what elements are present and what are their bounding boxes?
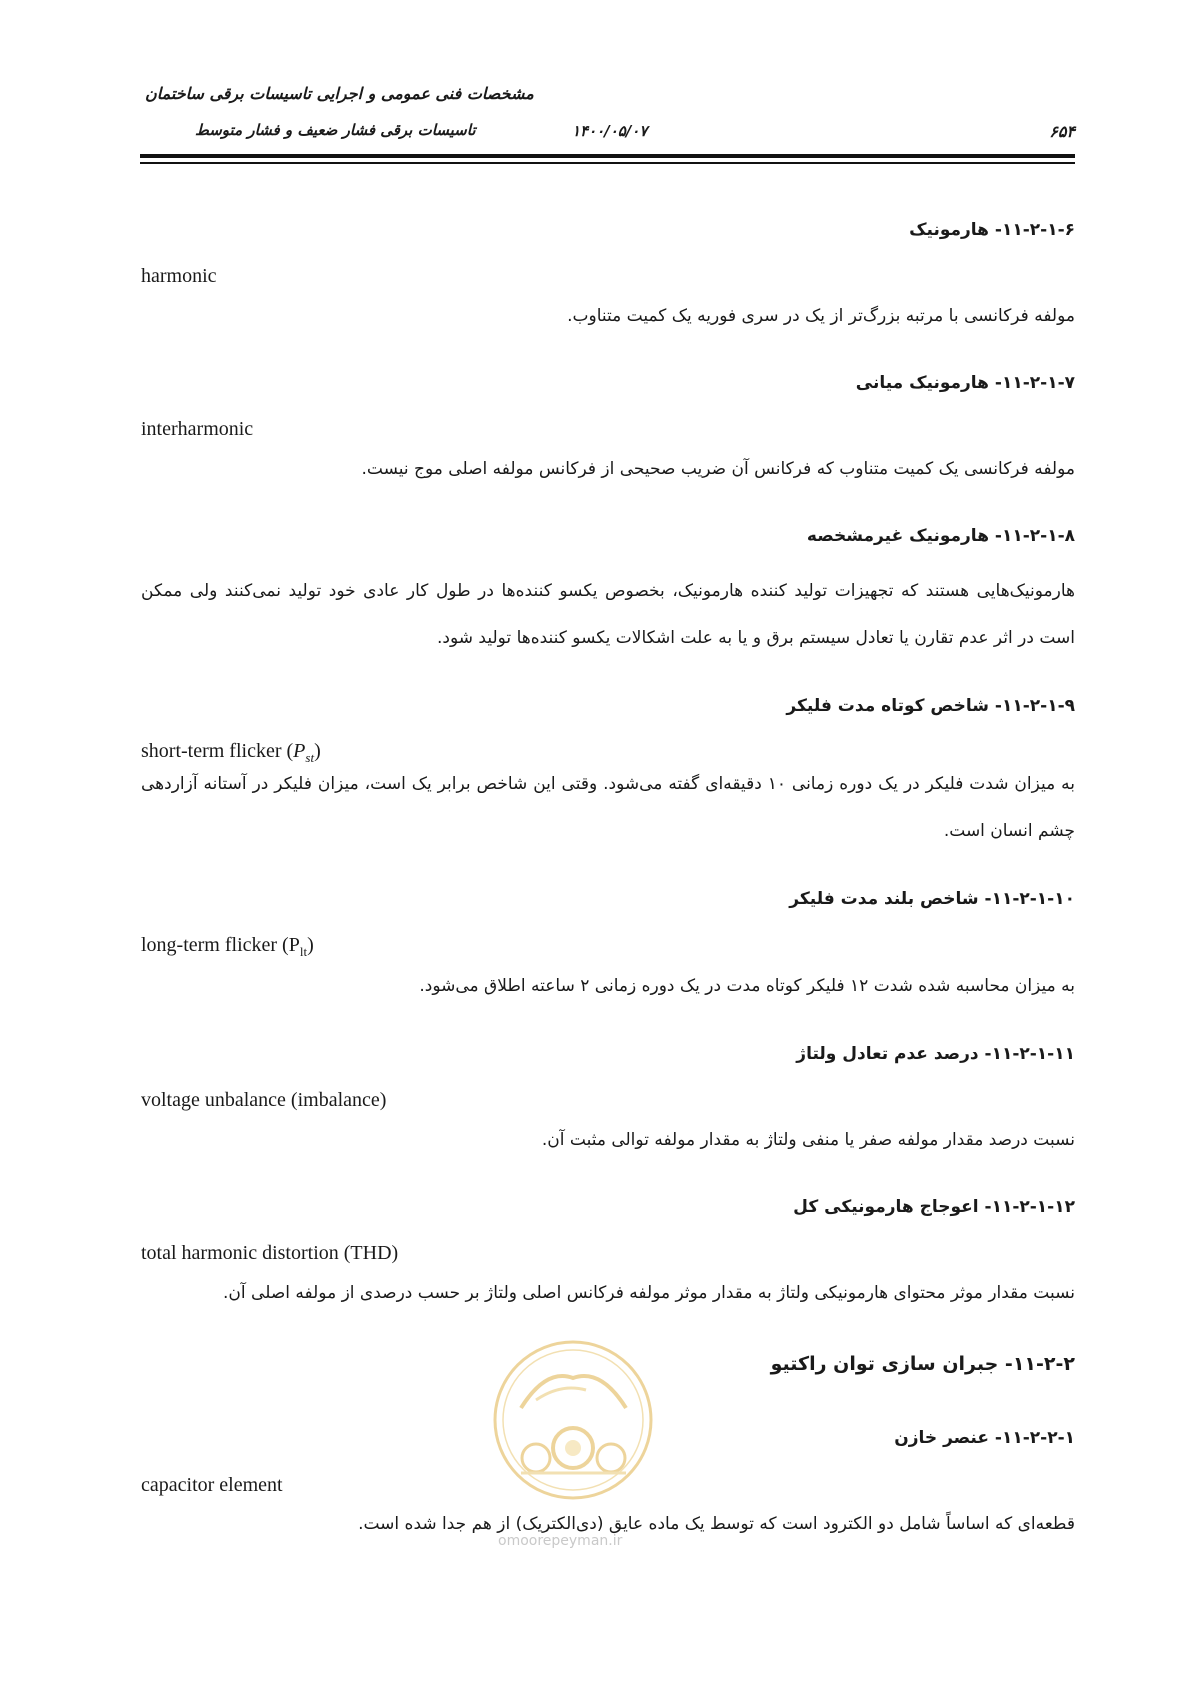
definition-long-term-flicker: به میزان محاسبه شده شدت ۱۲ فلیکر کوتاه مدت در یک دوره زمانی ۲ ساعته اطلاق می‌شود. [419,976,1075,996]
english-term-text: short-term flicker ( [141,740,294,762]
section-heading-capacitor-element: ۱۱-۲-۲-۱- عنصر خازن [894,1428,1075,1448]
symbol-subscript-st: st [305,750,315,765]
section-heading-noncharacteristic: ۱۱-۲-۱-۸- هارمونیک غیرمشخصه [806,526,1075,546]
english-term-close: ) [314,740,321,762]
definition-capacitor-element: قطعه‌ای که اساساً شامل دو الکترود است که توسط یک ماده عایق (دی‌الکتریک) از هم جدا شده است. [358,1514,1075,1534]
running-subtitle: تاسیسات برقی فشار ضعیف و فشار متوسط [195,121,476,139]
section-heading-harmonic: ۱۱-۲-۱-۶- هارمونیک [909,220,1075,240]
definition-noncharacteristic: هارمونیک‌هایی هستند که تجهیزات تولید کننده هارمونیک، بخصوص یکسو کننده‌ها در طول کار عادی خود تولید نمی‌کنند ولی ممکن است در اثر عدم تقارن یا تعادل سیستم برق و یا به علت اشکالات یکسو کننده‌ها تولید شود. [141,581,1075,648]
section-heading-reactive-compensation: ۱۱-۲-۲- جبران سازی توان راکتیو [770,1353,1075,1375]
english-term-close: ) [307,934,314,956]
section-heading-interharmonic: ۱۱-۲-۱-۷- هارمونیک میانی [855,373,1075,393]
watermark-logo [491,1338,656,1503]
english-term-harmonic: harmonic [141,265,217,287]
definition-voltage-unbalance: نسبت درصد مقدار مولفه صفر یا منفی ولتاژ به مقدار مولفه توالی مثبت آن. [541,1130,1075,1150]
section-heading-long-term-flicker: ۱۱-۲-۱-۱۰- شاخص بلند مدت فلیکر [789,889,1075,909]
definition-thd: نسبت مقدار موثر محتوای هارمونیکی ولتاژ به مقدار موثر مولفه فرکانس اصلی ولتاژ بر حسب درصدی از مولفه اصلی آن. [223,1283,1075,1303]
section-heading-voltage-unbalance: ۱۱-۲-۱-۱۱- درصد عدم تعادل ولتاژ [796,1044,1075,1064]
definition-harmonic: مولفه فرکانسی با مرتبه بزرگ‌تر از یک در سری فوریه یک کمیت متناوب. [567,306,1075,326]
document-date: ۱۴۰۰/۰۵/۰۷ [572,122,648,140]
english-term-long-term-flicker [141,934,314,960]
page-number: ۶۵۴ [1049,122,1075,141]
english-term-text: long-term flicker (P [141,934,300,956]
section-heading-short-term-flicker: ۱۱-۲-۱-۹- شاخص کوتاه مدت فلیکر [786,696,1075,716]
english-term-voltage-unbalance: voltage unbalance (imbalance) [141,1089,387,1111]
watermark-url: omoorepeyman.ir [498,1533,623,1549]
english-term-thd: total harmonic distortion (THD) [141,1242,399,1264]
definition-interharmonic: مولفه فرکانسی یک کمیت متناوب که فرکانس آن ضریب صحیحی از فرکانس مولفه اصلی موج نیست. [361,459,1075,479]
header-rule-thin [140,162,1075,164]
english-term-capacitor-element: capacitor element [141,1474,283,1496]
running-title: مشخصات فنی عمومی و اجرایی تاسیسات برقی ساختمان [145,84,534,103]
definition-short-term-flicker: به میزان شدت فلیکر در یک دوره زمانی ۱۰ دقیقه‌ای گفته می‌شود. وقتی این شاخص برابر یک است، میزان فلیکر در آستانه آزاردهی چشم انسان است. [141,774,1075,841]
english-term-interharmonic: interharmonic [141,418,254,440]
symbol-p: P [293,740,306,762]
section-heading-thd: ۱۱-۲-۱-۱۲- اعوجاج هارمونیکی کل [793,1197,1075,1217]
header-rule-thick [140,154,1075,158]
symbol-subscript-lt: lt [299,944,308,959]
